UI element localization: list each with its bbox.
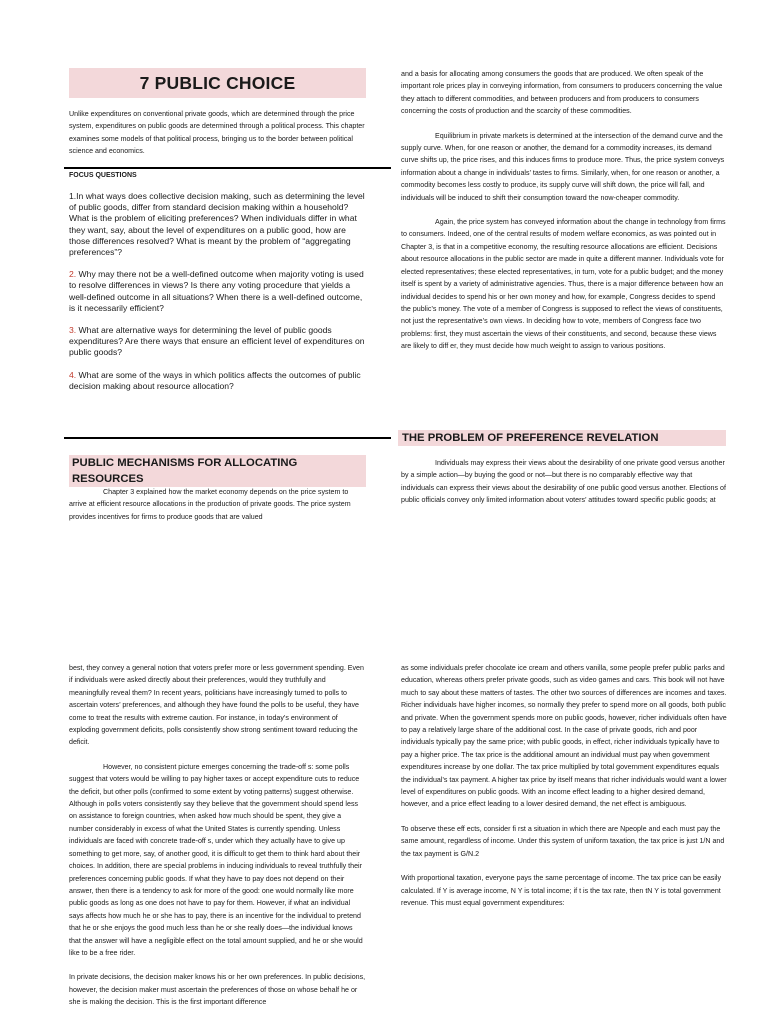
- chapter-intro: Unlike expenditures on conventional private goods, which are determined through the price system, expenditures on public goods are determined through a political process. This chapter examines some models of that political process, bringing us to the border between political science and economics.: [69, 110, 365, 156]
- focus-question-1: 1.In what ways does collective decision making, such as determining the level of public goods, differ from standard decision making within a household? What is the problem of eliciting preferences? When individuals differ in what they want, say, about the level of expenditures on a public good, how are those differences resolved? What is meant by the problem of “aggregating preferences”?: [69, 191, 365, 258]
- paragraph-uniform-taxation: To observe these eff ects, consider fi rst a situation in which there are Npeople and each must pay the same amount, regardless of income. Under this system of uniform taxation, the tax price is just 1/N and the tax payment is G/N.2: [401, 824, 725, 858]
- focus-heading: FOCUS QUESTIONS: [69, 172, 137, 179]
- left-column-top: [69, 108, 366, 158]
- section-heading-mechanisms: PUBLIC MECHANISMS FOR ALLOCATING RESOURCES: [69, 455, 366, 487]
- right-column-top: [401, 68, 727, 353]
- paragraph-tradeoffs: However, no consistent picture emerges concerning the trade-off s: some polls suggest that voters would be willing to pay higher taxes or accept expenditure cuts to reduce the deficit, but other polls (confirmed to some extent by voting patterns) suggest otherwise. Although in polls voters consistently say they believe that the government should spend less on assistance to foreign countries, when asked how much should be spent, they give a number considerably in excess of what the United States is currently spending. Unless individuals are faced with concrete trade-off s, under which they actually have to give up something to get more, say, of another good, it is difficult to get them to think hard about their choices. In addition, there are special problems in inducing individuals to reveal truthfully their preferences concerning public goods. If what they have to pay does not depend on their answer, then there is a tendency to ask for more of the good: one would normally like more public goods as long as one does not have to pay for them. However, if what an individual says affects how much he or she has to pay, there is an incentive for the individual to pretend that he or she enjoys the good much less than he or she really does—the individual knows that the answer will have a negligible effect on the total amount supplied, and he or she would like to be a free rider.: [69, 762, 363, 957]
- left-column-bottom: [69, 662, 366, 1009]
- paragraph-private-decisions: In private decisions, the decision maker knows his or her own preferences. In public decisions, however, the decision maker must ascertain the preferences of those on whose behalf he or she is making the decision. This is the first important difference: [69, 973, 366, 1007]
- question-number: 3.: [69, 325, 77, 336]
- right-column-bottom: [401, 662, 727, 909]
- question-text: Why may there not be a well-defined outcome when majority voting is used to resolve differences in views? Is there any voting procedure that yields a well-defined outcome in all situations? When there is a well-defined outcome,: [69, 269, 364, 302]
- focus-rule-bottom: [64, 437, 391, 439]
- paragraph-public-sector: Again, the price system has conveyed information about the change in technology from firms to consumers. Indeed, one of the central results of modern welfare economics, as was pointed out in Chapter 3, is that in a competitive economy, the resulting resource allocations are efficient. Decisions about resource allocations in the public sector are made in quite a different manner. Individuals vote for elected representatives; these elected representatives, in turn, vote for a public budget; and the money itself is spent by a variety of administrative agencies. Thus, there is a major difference between how an individual decides to spend his or her own money and how, for example, Congress decides to spend the public’s money. The vote of a member of Congress is supposed to reflect the views of constituents, not just the representative’s own views. In deciding how to vote, members of Congress face two problems: first, they must ascertain the views of their constituents, and second, because these views are likely to diff er, they must decide how much weight to assign to various positions.: [401, 218, 726, 351]
- question-text: What are some of the ways in which politics affects the outcomes of public decision making about resource allocation?: [69, 369, 361, 391]
- focus-question-4: [69, 370, 366, 392]
- question-text-cont: is it necessarily efficient?: [69, 302, 164, 313]
- paragraph-preference-revelation: Individuals may express their views about the desirability of one private good versus another by a simple action—by buying the good or not—but there is no comparably effective way that individuals can express their views about the desirability of one public good versus another. Elections of public officials convey only limited information about voters’ attitudes toward specific public goods; at: [401, 459, 726, 505]
- chapter-title: 7 PUBLIC CHOICE: [69, 68, 366, 98]
- focus-question-3: [69, 325, 366, 359]
- question-number: 2.: [69, 269, 77, 280]
- paragraph-proportional-taxation: With proportional taxation, everyone pays the same percentage of income. The tax price can be easily calculated. If Y is average income, N Y is total income; if t is the tax rate, then tN Y is total government revenue. This must equal government expenditures:: [401, 874, 722, 907]
- right-column-section2: [401, 457, 727, 507]
- focus-question-2: [69, 269, 366, 314]
- left-column-section1: [69, 486, 366, 523]
- section1-paragraph: Chapter 3 explained how the market economy depends on the price system to arrive at efficient resource allocations in the production of private goods. The price system provides incentives for firms to produce goods that are valued: [69, 488, 351, 521]
- focus-rule-top: [64, 167, 391, 169]
- question-number: 4.: [69, 369, 77, 380]
- question-text: What are alternative ways for determining the level of public goods expenditures? Are there ways that ensure an efficient level of expenditures on: [69, 325, 365, 347]
- focus-questions: [69, 172, 366, 392]
- paragraph-prices: and a basis for allocating among consumers the goods that are produced. We often speak of the important role prices play in conveying information, from consumers to producers concerning the value they attach to different commodities, and between producers and from producers to consumers concerning the costs of production and the scarcity of these commodities.: [401, 70, 723, 116]
- paragraph-polls: best, they convey a general notion that voters prefer more or less government spending. Even if individuals were asked directly about their preferences, would they truthfully and meaningfully reveal them? In recent years, politicians have increasingly turned to polls to ascertain voters’ preferences, and although they have found the polls to be useful, they have come to treat the results with extreme caution. For instance, in today’s environment of exploding government deficits, polls consistently show strong sentiment toward reducing the deficit.: [69, 664, 364, 747]
- section-heading-preference-revelation: THE PROBLEM OF PREFERENCE REVELATION: [398, 430, 726, 446]
- paragraph-equilibrium: Equilibrium in private markets is determined at the intersection of the demand curve and the supply curve. When, for one reason or another, the demand for a commodity increases, its demand curve shifts up, the price rises, and this induces firms to produce more. Thus, the price system conveys information about a change in individuals’ tastes to firms. Similarly, when, for one reason or another, a commodity becomes less costly to produce, its supply curve will shift down, the price will fall, and individuals will be induced to shift their consumption toward the now-cheaper commodity.: [401, 131, 725, 202]
- question-text-cont: public goods?: [69, 347, 123, 358]
- paragraph-tastes-incomes: as some individuals prefer chocolate ice cream and others vanilla, some people prefer public parks and education, whereas others prefer private goods, such as video games and cars. This book will not have much to say about these matters of tastes. The other two sources of differences are incomes and taxes. Richer individuals have higher incomes, so normally they prefer to spend more on all goods, both public and private. When the government spends more on public goods, however, richer individuals often have to pay a relatively large share of the additional cost. In the case of private goods, rich and poor individuals typically pay the same price; with public goods, in effect, richer individuals typically have to pay a higher price. The tax price is the additional amount an individual must pay when government expenditures increase by one dollar. The tax price multiplied by total government expenditures equals the individual’s tax payment. A higher tax price by itself means that richer individuals would want a lower level of expenditures on public goods. With an income effect leading to a higher desired demand, however, and a price effect leading to a lower desired demand, the net effect is ambiguous.: [401, 664, 727, 809]
